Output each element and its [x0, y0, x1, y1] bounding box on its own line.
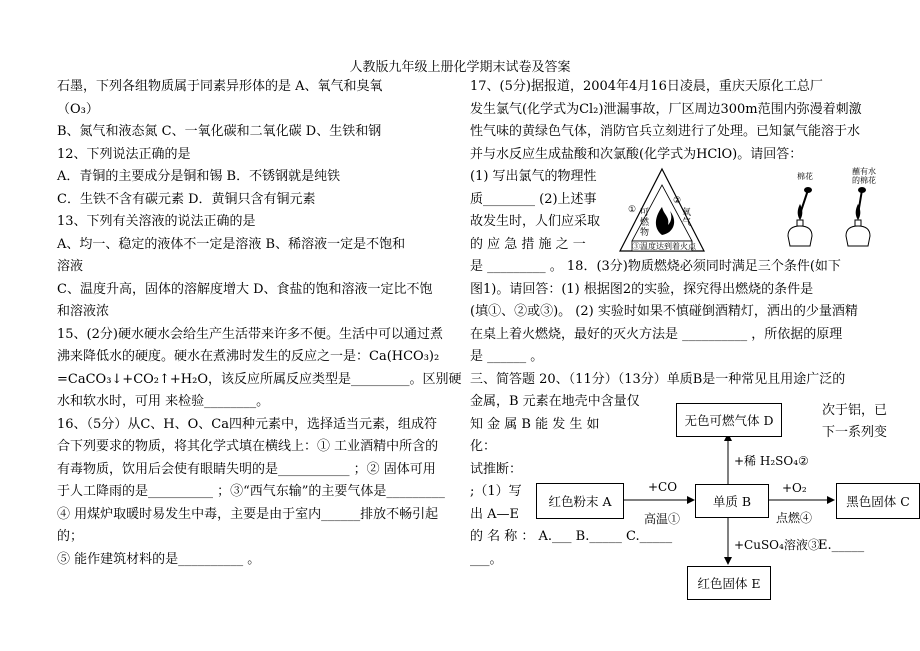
right-text-line: (填①、②或③)。 (2) 实验时如果不慎碰倒酒精灯，洒出的少量酒精	[470, 304, 858, 319]
arrow-ab-condition: 高温①	[644, 512, 681, 526]
left-text-line: A．青铜的主要成分是铜和锡 B．不锈钢就是纯铁	[57, 169, 341, 184]
right-text-line: ;（1）写	[470, 484, 522, 499]
left-text-line: A、均一、稳定的液体不一定是溶液 B、稀溶液一定是不饱和	[57, 236, 406, 252]
left-text-line: C、温度升高，固体的溶解度增大 D、食盐的饱和溶液一定比不饱	[57, 281, 433, 297]
right-text-line: 图1)。请回答：(1) 根据图2的实验，探究得出燃烧的条件是	[470, 281, 814, 297]
left-text-line: 12、下列说法正确的是	[57, 146, 191, 162]
lamp-label-cotton: 棉花	[797, 172, 813, 181]
left-text-line: 13、下列有关溶液的说法正确的是	[57, 214, 256, 229]
right-text-line: 17、(5分)据报道，2004年4月16日凌晨，重庆天原化工总厂	[470, 79, 823, 94]
q20-tail-1: 次于铝，已	[822, 403, 888, 418]
right-text-line: 是 ______ 。	[470, 349, 544, 364]
triangle-label-oxygen-num: ②	[673, 196, 682, 206]
right-text-line: 并与水反应生成盐酸和次氯酸(化学式为HClO)。请回答：	[470, 146, 803, 162]
q20-answer-e: E._____	[818, 538, 865, 553]
left-text-line: C．生铁不含有碳元素 D．黄铜只含有铜元素	[57, 191, 316, 207]
left-text-line: 沸来降低水的硬度。硬水在煮沸时发生的反应之一是：Ca(HCO₃)₂	[57, 349, 440, 364]
right-text-line: 知 金 属 B 能 发 生 如	[470, 416, 600, 432]
right-text-line: 试推断：	[470, 461, 523, 477]
left-text-line: ⑤ 能作建筑材料的是__________ 。	[57, 551, 261, 567]
right-text-line: 在桌上着火燃烧，最好的灭火方法是 __________ ，所依据的原理	[470, 326, 843, 342]
node-d-flammable-gas: 无色可燃气体 D	[676, 403, 782, 437]
node-a-red-powder: 红色粉末 A	[536, 483, 624, 519]
right-text-line: 的 应 急 措 施 之 一	[470, 236, 586, 252]
arrow-bc-reagent: +O₂	[782, 481, 807, 495]
node-c-black-solid: 黑色固体 C	[836, 483, 920, 519]
left-text-line: B、氮气和液态氮 C、一氧化碳和二氧化碳 D、生铁和钢	[57, 124, 382, 139]
left-text-line: 溶液	[57, 259, 84, 274]
left-text-line: （O₃）	[57, 101, 99, 117]
left-text-line: 于人工降雨的是__________ ；③“西气东输”的主要气体是_________	[57, 484, 445, 499]
right-text-line: ___。	[470, 551, 503, 567]
left-text-line: 石墨，下列各组物质属于同素异形体的是 A、氧气和臭氧	[57, 79, 383, 94]
node-e-red-solid: 红色固体 E	[687, 566, 771, 600]
triangle-label-fuel-text: 可燃物	[640, 208, 650, 238]
left-text-line: =CaCO₃↓+CO₂↑+H₂O，该反应所属反应类型是_________。区别硬	[57, 371, 462, 387]
right-text-line: (1) 写出氯气的物理性	[470, 169, 597, 184]
lamp-label-wet-cotton: 蘸有水的棉花	[852, 167, 876, 185]
right-text-line: 发生氯气(化学式为Cl₂)泄漏事故，厂区周边300m范围内弥漫着刺激	[470, 101, 862, 117]
left-text-line: 16、（5分）从C、H、O、Ca四种元素中，选择适当元素，组成符	[57, 416, 437, 432]
triangle-label-fuel: ①	[628, 205, 637, 215]
left-text-line: 合下列要求的物质，将其化学式填在横线上：① 工业酒精中所含的	[57, 439, 439, 454]
triangle-label-oxygen-text: 氧气	[682, 208, 692, 228]
left-text-line: 和溶液浓	[57, 304, 110, 319]
q20-tail-2: 下一系列变	[822, 425, 888, 440]
right-text-line: 金属，B 元素在地壳中含量仅	[470, 394, 640, 409]
right-text-line: 的 名 称 ： A.___ B._____ C._____	[470, 529, 673, 544]
right-text-line: 性气味的黄绿色气体，消防官兵立刻进行了处理。已知氯气能溶于水	[470, 124, 861, 139]
arrow-be-reagent: +CuSO₄溶液③	[734, 538, 820, 552]
right-text-line: 三、简答题 20、（11分）（13分）单质B是一种常见且用途广泛的	[470, 371, 846, 387]
page-title: 人教版九年级上册化学期末试卷及答案	[349, 60, 571, 75]
left-text-line: 15、(2分)硬水硬水会给生产生活带来许多不便。生活中可以通过煮	[57, 326, 443, 342]
left-text-line: 水和软水时，可用 来检验________。	[57, 394, 270, 409]
arrow-bd-reagent: +稀 H₂SO₄②	[734, 454, 809, 468]
right-text-line: 故发生时，人们应采取	[470, 214, 601, 229]
right-text-line: 质________ (2)上述事	[470, 191, 597, 207]
arrow-ab-reagent: +CO	[648, 480, 678, 494]
right-text-line: 出 A—E	[470, 506, 520, 522]
left-text-line: 有毒物质，饮用后会使有眼睛失明的是___________ ；② 固体可用	[57, 461, 436, 477]
right-text-line: 是 _________ 。 18．(3分)物质燃烧必须同时满足三个条件(如下	[470, 259, 841, 274]
arrow-bc-condition: 点燃④	[776, 511, 813, 525]
node-b-metal: 单质 B	[695, 484, 769, 518]
left-text-line: 的；	[57, 529, 84, 544]
left-text-line: ④ 用煤炉取暖时易发生中毒，主要是由于室内______排放不畅引起	[57, 506, 439, 522]
triangle-label-temp: ③温度达到着火点	[632, 242, 696, 251]
right-text-line: 化：	[470, 439, 497, 454]
